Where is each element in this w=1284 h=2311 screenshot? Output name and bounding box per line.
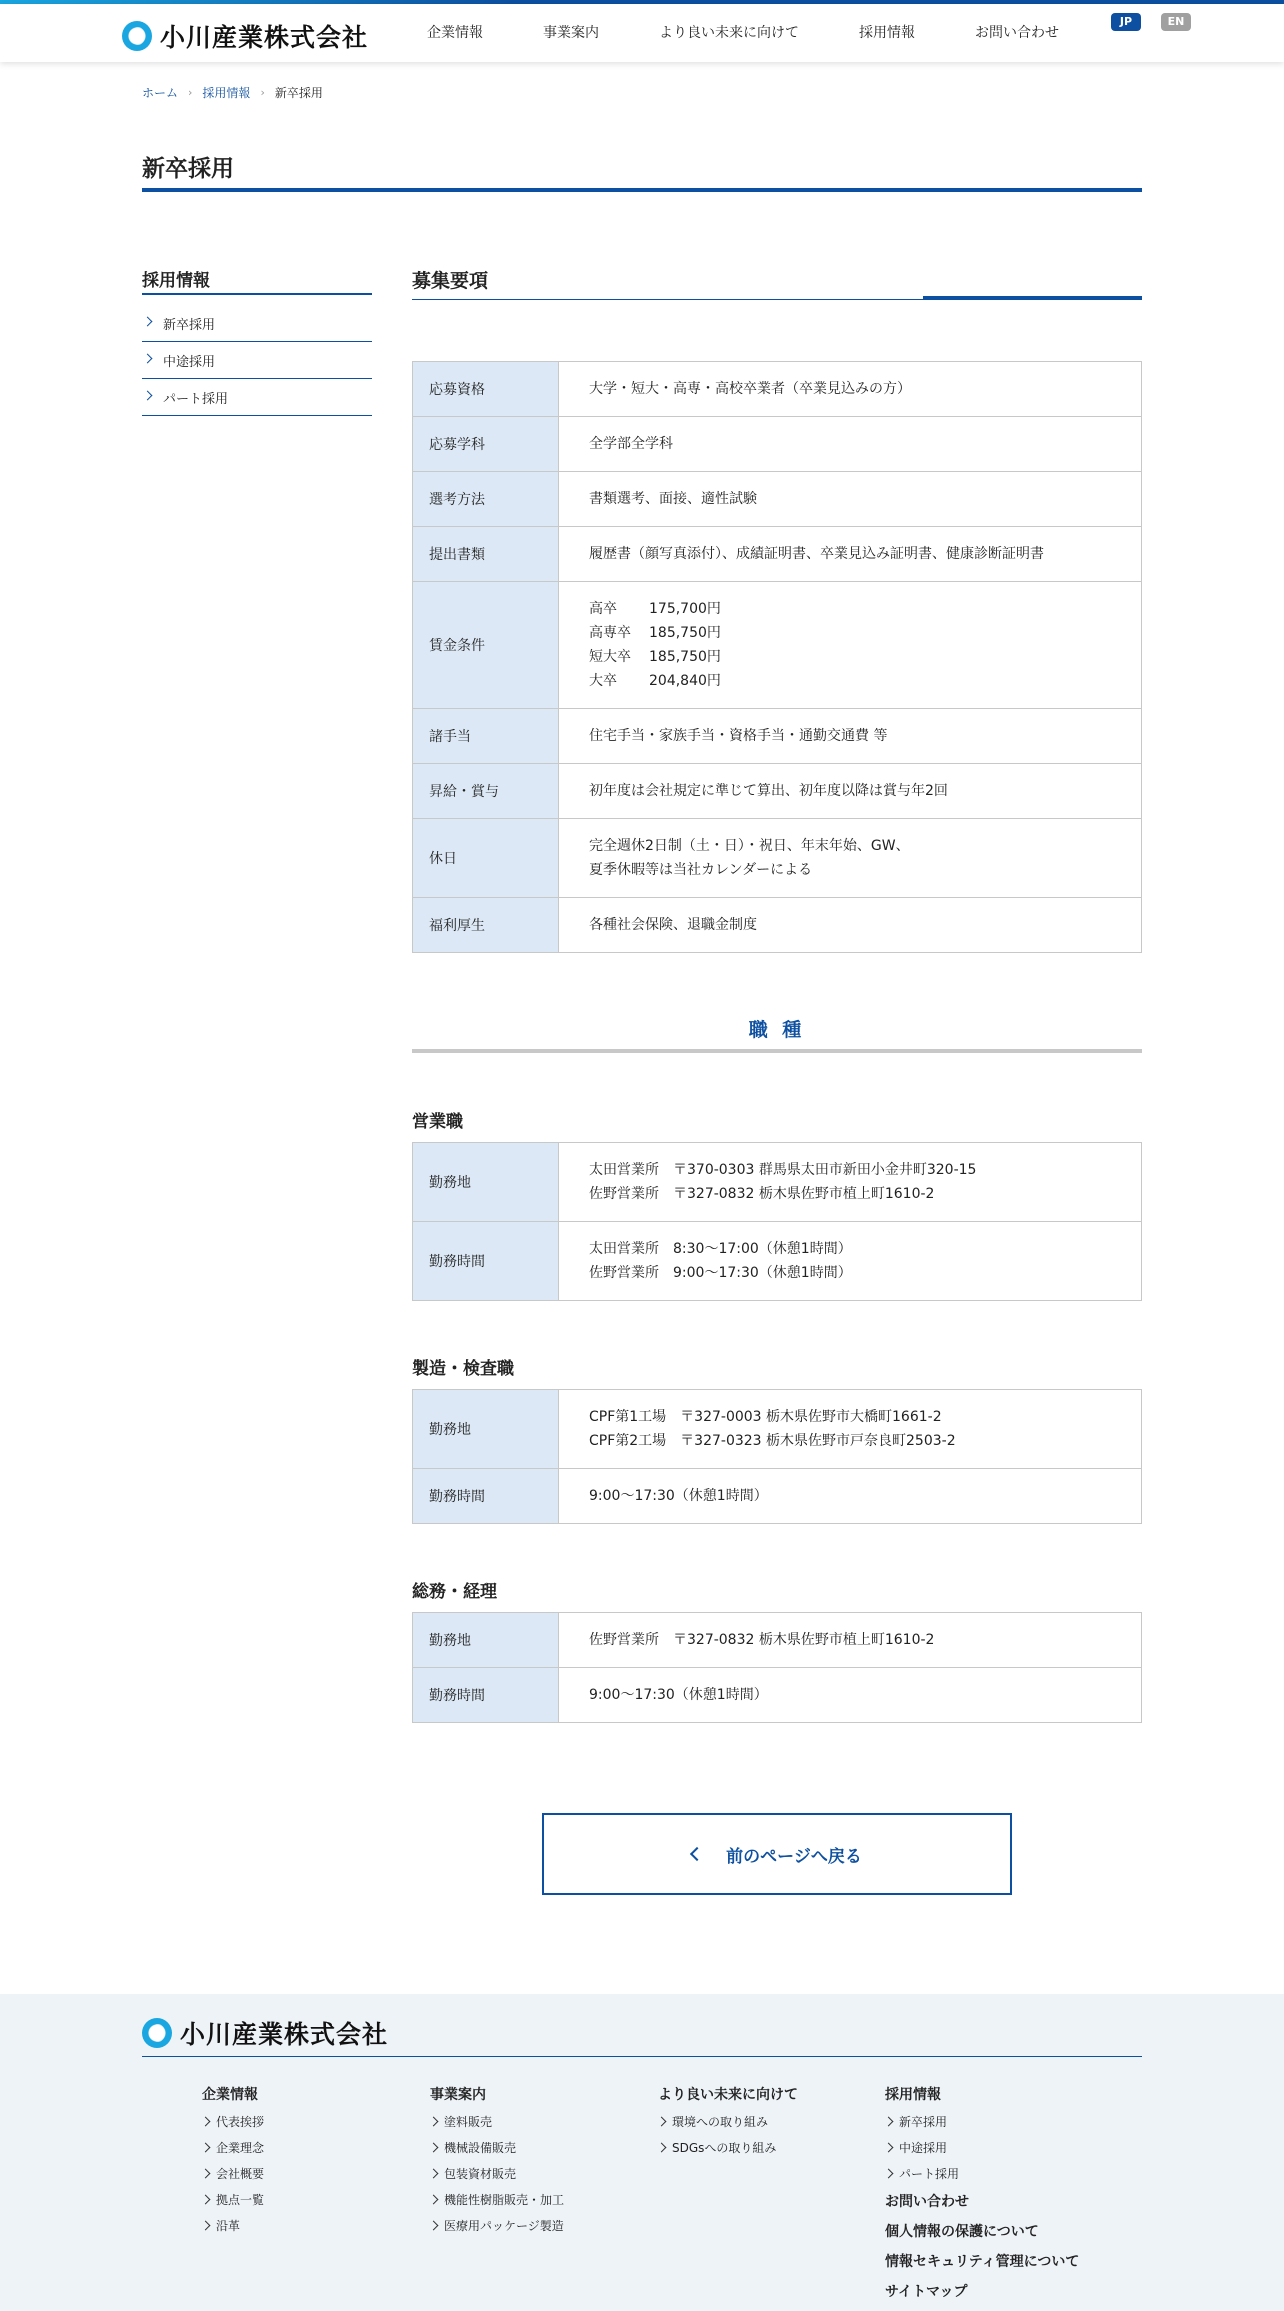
breadcrumb-home[interactable]: ホーム	[142, 86, 179, 100]
back-button-label: 前のページへ戻る	[726, 1846, 862, 1867]
chevron-right-icon	[143, 391, 153, 401]
page-title: 新卒採用	[142, 156, 234, 182]
holiday-line: 夏季休暇等は当社カレンダーによる	[589, 862, 813, 878]
footer-link[interactable]: 医療用パッケージ製造	[430, 2217, 564, 2243]
row-label: 諸手当	[413, 709, 559, 764]
table-row	[413, 582, 1142, 709]
row-value: 初年度は会社規定に準じて算出、初年度以降は賞与年2回	[559, 764, 1142, 819]
breadcrumb	[142, 84, 323, 101]
row-label: 昇給・賞与	[413, 764, 559, 819]
back-button[interactable]	[542, 1813, 1012, 1895]
requirements-title-accent	[923, 296, 1142, 300]
table-row	[413, 1469, 1142, 1524]
table-row	[413, 898, 1142, 953]
salary-grade: 短大卒	[589, 649, 631, 665]
footer-col-recruit	[885, 2084, 1079, 2311]
breadcrumb-current: 新卒採用	[274, 86, 323, 100]
chevron-right-icon	[143, 317, 153, 327]
row-label: 勤務時間	[413, 1469, 559, 1524]
chevron-left-icon	[690, 1847, 704, 1861]
sidebar-item-mid-career[interactable]	[142, 342, 372, 379]
row-value: 大学・短大・高専・高校卒業者（卒業見込みの方）	[559, 362, 1142, 417]
row-label: 応募学科	[413, 417, 559, 472]
location-line: CPF第1工場 〒327-0003 栃木県佐野市大橋町1661-2	[589, 1409, 942, 1425]
breadcrumb-recruit[interactable]: 採用情報	[202, 86, 251, 100]
salary-line	[589, 669, 1111, 693]
table-row	[413, 764, 1142, 819]
salary-amount: 185,750円	[649, 649, 721, 665]
sidebar-title: 採用情報	[142, 271, 210, 291]
salary-line	[589, 645, 1111, 669]
nav-contact[interactable]: お問い合わせ	[975, 25, 1059, 41]
salary-list	[559, 582, 1142, 709]
row-value: 各種社会保険、退職金制度	[559, 898, 1142, 953]
hours-line: 太田営業所 8:30〜17:00（休憩1時間）	[589, 1241, 852, 1257]
requirements-title: 募集要項	[412, 270, 489, 292]
salary-line	[589, 621, 1111, 645]
site-logo[interactable]	[122, 18, 368, 54]
table-row	[413, 819, 1142, 898]
row-value	[559, 1143, 1142, 1222]
footer-privacy-link[interactable]: 個人情報の保護について	[885, 2224, 1039, 2240]
row-value: 住宅手当・家族手当・資格手当・通勤交通費 等	[559, 709, 1142, 764]
row-value: 佐野営業所 〒327-0832 栃木県佐野市植上町1610-2	[559, 1613, 1142, 1668]
requirements-table	[412, 361, 1142, 953]
footer-heading[interactable]: より良い未来に向けて	[658, 2087, 798, 2103]
jobs-title-rule	[412, 1049, 1142, 1053]
row-label: 提出書類	[413, 527, 559, 582]
jobs-title: 職 種	[748, 1019, 806, 1041]
salary-amount: 204,840円	[649, 673, 721, 689]
lang-jp-button[interactable]: JP	[1111, 13, 1141, 31]
manufacturing-title: 製造・検査職	[412, 1359, 514, 1379]
sales-table	[412, 1142, 1142, 1301]
footer-link[interactable]: パート採用	[885, 2165, 1079, 2191]
logo-mark-icon	[122, 21, 152, 51]
sidebar-item-label: パート採用	[163, 391, 229, 407]
row-label: 選考方法	[413, 472, 559, 527]
footer-col-company	[202, 2084, 264, 2243]
footer-col-business	[430, 2084, 564, 2243]
logo-mark-icon	[142, 2018, 172, 2048]
sales-title: 営業職	[412, 1112, 463, 1132]
table-row	[413, 1222, 1142, 1301]
row-label: 勤務時間	[413, 1222, 559, 1301]
salary-line	[589, 597, 1111, 621]
footer-contact-link[interactable]: お問い合わせ	[885, 2194, 969, 2210]
salary-amount: 185,750円	[649, 625, 721, 641]
footer-link[interactable]: 環境への取り組み	[658, 2113, 798, 2139]
holiday-line: 完全週休2日制（土・日）・祝日、年末年始、GW、	[589, 838, 910, 854]
table-row	[413, 472, 1142, 527]
footer-link[interactable]: 中途採用	[885, 2139, 1079, 2165]
footer-link[interactable]: 拠点一覧	[202, 2191, 264, 2217]
footer-link[interactable]: SDGsへの取り組み	[658, 2139, 798, 2165]
footer-security-link[interactable]: 情報セキュリティ管理について	[885, 2254, 1080, 2270]
row-value: 9:00〜17:30（休憩1時間）	[559, 1469, 1142, 1524]
table-row	[413, 1143, 1142, 1222]
footer-link[interactable]: 包装資材販売	[430, 2165, 564, 2191]
row-value	[559, 1222, 1142, 1301]
nav-business[interactable]: 事業案内	[543, 25, 599, 41]
table-row	[413, 1390, 1142, 1469]
footer-logo[interactable]	[142, 2015, 388, 2051]
table-row	[413, 417, 1142, 472]
chevron-right-icon: ›	[260, 86, 265, 99]
row-label: 福利厚生	[413, 898, 559, 953]
footer-link[interactable]: 会社概要	[202, 2165, 264, 2191]
hours-line: 佐野営業所 9:00〜17:30（休憩1時間）	[589, 1265, 852, 1281]
table-row	[413, 527, 1142, 582]
salary-grade: 高卒	[589, 601, 617, 617]
footer-link[interactable]: 塗料販売	[430, 2113, 564, 2139]
row-label: 賃金条件	[413, 582, 559, 709]
salary-amount: 175,700円	[649, 601, 721, 617]
footer-sitemap-link[interactable]: サイトマップ	[885, 2284, 968, 2300]
table-row	[413, 709, 1142, 764]
footer-link[interactable]: 企業理念	[202, 2139, 264, 2165]
logo-text: 小川産業株式会社	[180, 2020, 389, 2049]
table-row	[413, 1668, 1142, 1723]
logo-text: 小川産業株式会社	[160, 23, 369, 52]
sidebar-item-label: 中途採用	[163, 354, 216, 370]
admin-title: 総務・経理	[412, 1582, 497, 1602]
row-value: 9:00〜17:30（休憩1時間）	[559, 1668, 1142, 1723]
footer-link[interactable]: 新卒採用	[885, 2113, 1079, 2139]
nav-company[interactable]: 企業情報	[427, 25, 483, 41]
site-header	[0, 4, 1284, 62]
salary-grade: 高専卒	[589, 625, 631, 641]
nav-future[interactable]: より良い未来に向けて	[659, 25, 799, 41]
manufacturing-table	[412, 1389, 1142, 1524]
chevron-right-icon: ›	[188, 86, 193, 99]
sidebar-title-rule	[142, 293, 372, 295]
location-line: CPF第2工場 〒327-0323 栃木県佐野市戸奈良町2503-2	[589, 1433, 956, 1449]
sidebar-item-label: 新卒採用	[163, 317, 216, 333]
row-label: 休日	[413, 819, 559, 898]
row-label: 勤務時間	[413, 1668, 559, 1723]
row-label: 応募資格	[413, 362, 559, 417]
row-label: 勤務地	[413, 1390, 559, 1469]
footer-rule	[142, 2056, 1142, 2057]
table-row	[413, 362, 1142, 417]
footer-link[interactable]: 機能性樹脂販売・加工	[430, 2191, 564, 2217]
location-line: 太田営業所 〒370-0303 群馬県太田市新田小金井町320-15	[589, 1162, 977, 1178]
location-line: 佐野営業所 〒327-0832 栃木県佐野市植上町1610-2	[589, 1186, 935, 1202]
lang-en-button[interactable]: EN	[1161, 13, 1191, 31]
row-value: 全学部全学科	[559, 417, 1142, 472]
table-row	[413, 1613, 1142, 1668]
row-value	[559, 1390, 1142, 1469]
salary-grade: 大卒	[589, 673, 617, 689]
admin-table	[412, 1612, 1142, 1723]
nav-recruit[interactable]: 採用情報	[859, 25, 915, 41]
row-value: 書類選考、面接、適性試験	[559, 472, 1142, 527]
footer-heading[interactable]: 企業情報	[202, 2087, 258, 2103]
footer-col-future	[658, 2084, 798, 2165]
sidebar-item-new-grad[interactable]	[142, 305, 372, 342]
footer-heading[interactable]: 採用情報	[885, 2087, 941, 2103]
footer-link[interactable]: 沿革	[202, 2217, 264, 2243]
sidebar-item-part-time[interactable]	[142, 379, 372, 416]
footer-heading[interactable]: 事業案内	[430, 2087, 486, 2103]
row-value	[559, 819, 1142, 898]
footer-link[interactable]: 機械設備販売	[430, 2139, 564, 2165]
footer-link[interactable]: 代表挨拶	[202, 2113, 264, 2139]
title-underline	[142, 188, 1142, 192]
row-label: 勤務地	[413, 1143, 559, 1222]
chevron-right-icon	[143, 354, 153, 364]
row-value: 履歴書（顔写真添付）、成績証明書、卒業見込み証明書、健康診断証明書	[559, 527, 1142, 582]
row-label: 勤務地	[413, 1613, 559, 1668]
